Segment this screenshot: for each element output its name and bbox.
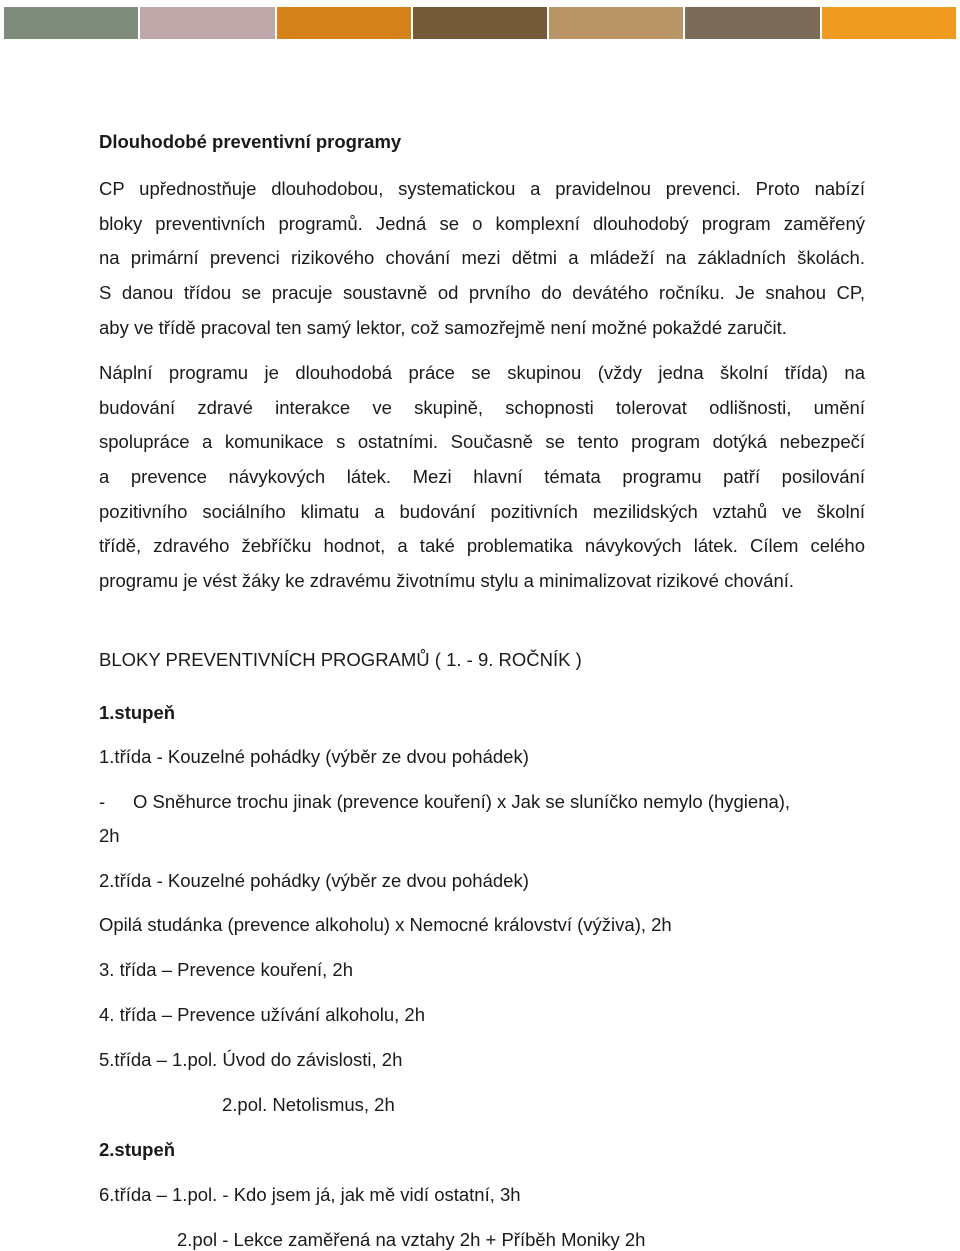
class-1-item: O Sněhurce trochu jinak (prevence kouření) x Jak se sluníčko nemylo (hygiena), [133,791,791,812]
class-6-pol2: 2.pol - Lekce zaměřená na vztahy 2h + Příběh Moniky 2h [177,1229,646,1250]
paragraph-line: a prevence návykových látek. Mezi hlavní témata programu patří posilování [99,466,865,488]
stage-1-heading: 1.stupeň [99,702,176,723]
color-segment [549,7,683,39]
class-1-heading: 1.třída - Kouzelné pohádky (výběr ze dvou pohádek) [99,746,529,767]
paragraph-line: bloky preventivních programů. Jedná se o komplexní dlouhodobý program zaměřený [99,212,865,234]
class-4-heading: 4. třída – Prevence užívání alkoholu, 2h [99,1004,426,1025]
class-3-heading: 3. třída – Prevence kouření, 2h [99,959,354,980]
header-color-bar [4,7,956,39]
class-1-item-cont: 2h [99,825,120,846]
stage-2-heading: 2.stupeň [99,1139,176,1160]
color-segment [822,7,956,39]
color-segment [4,7,138,39]
document-title: Dlouhodobé preventivní programy [99,131,402,152]
paragraph-line: budování zdravé interakce ve skupině, schopnosti tolerovat odlišnosti, umění [99,396,865,418]
paragraph-intro [99,172,865,345]
class-2-item: Opilá studánka (prevence alkoholu) x Nemocné království (výživa), 2h [99,914,672,935]
class-2-heading: 2.třída - Kouzelné pohádky (výběr ze dvou pohádek) [99,870,529,891]
paragraph-line: spolupráce a komunikace s ostatními. Současně se tento program dotýká nebezpečí [99,431,865,453]
paragraph-line: programu je vést žáky ke zdravému životnímu stylu a minimalizovat rizikové chování. [99,570,795,592]
color-segment [413,7,547,39]
color-segment [685,7,819,39]
color-segment [277,7,411,39]
paragraph-line: pozitivního sociálního klimatu a budování pozitivních mezilidských vztahů ve školní [99,500,865,522]
paragraph-line: na primární prevenci rizikového chování mezi dětmi a mládeží na základních školách. [99,247,865,269]
paragraph-line: CP upřednostňuje dlouhodobou, systematickou a pravidelnou prevenci. Proto nabízí [99,178,865,199]
paragraph-line: třídě, zdravého žebříčku hodnot, a také problematika návykových látek. Cílem celého [99,535,865,557]
class-1-dash: - [99,791,106,812]
paragraph-line: Náplní programu je dlouhodobá práce se skupinou (vždy jedna školní třída) na [99,362,865,383]
paragraph-line: aby ve třídě pracoval ten samý lektor, což samozřejmě není možné pokaždé zaručit. [99,316,787,338]
class-5-pol2: 2.pol. Netolismus, 2h [222,1094,395,1115]
color-segment [140,7,274,39]
paragraph-line: S danou třídou se pracuje soustavně od prvního do devátého ročníku. Je snahou CP, [99,282,865,304]
class-6-heading: 6.třída – 1.pol. - Kdo jsem já, jak mě vidí ostatní, 3h [99,1184,521,1205]
section-title: BLOKY PREVENTIVNÍCH PROGRAMŮ ( 1. - 9. ROČNÍK ) [99,649,582,670]
paragraph-content [99,356,865,599]
class-5-heading: 5.třída – 1.pol. Úvod do závislosti, 2h [99,1049,403,1070]
